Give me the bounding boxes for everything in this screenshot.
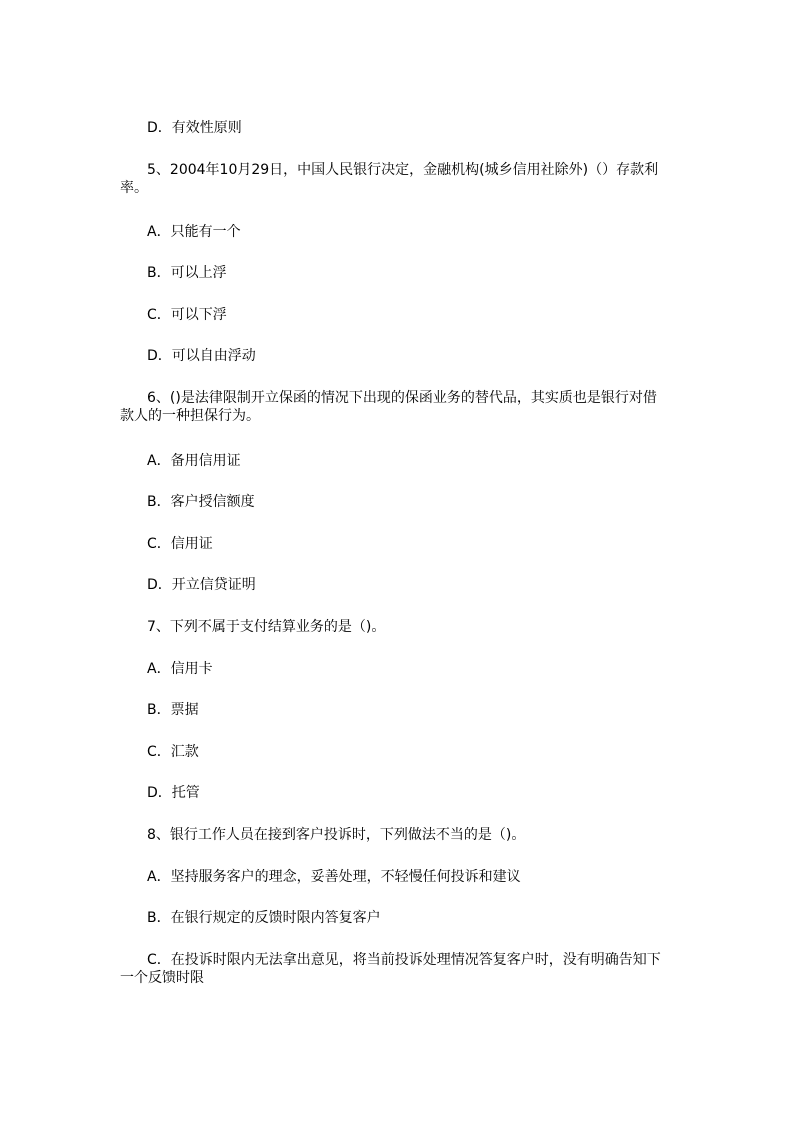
option-8b: B．在银行规定的反馈时限内答复客户 bbox=[147, 910, 381, 926]
question-5: 5、2004年10月29日，中国人民银行决定，金融机构(城乡信用社除外)（）存款利率。 bbox=[120, 162, 659, 196]
option-7a: A．信用卡 bbox=[147, 661, 213, 677]
option-7d: D．托管 bbox=[147, 785, 200, 801]
option-6a: A．备用信用证 bbox=[147, 453, 241, 469]
option-7c: C．汇款 bbox=[147, 744, 199, 760]
option-7b: B．票据 bbox=[147, 702, 199, 718]
option-5a: A．只能有一个 bbox=[147, 224, 241, 240]
option-5b: B．可以上浮 bbox=[147, 265, 227, 281]
question-8: 8、银行工作人员在接到客户投诉时，下列做法不当的是（)。 bbox=[147, 827, 526, 843]
option-8c: C．在投诉时限内无法拿出意见，将当前投诉处理情况答复客户时，没有明确告知下一个反馈时限 bbox=[120, 952, 661, 986]
option-8a: A．坚持服务客户的理念，妥善处理，不轻慢任何投诉和建议 bbox=[147, 869, 521, 885]
option-6b: B．客户授信额度 bbox=[147, 494, 255, 510]
option-6d: D．开立信贷证明 bbox=[147, 577, 256, 593]
option-4d: D．有效性原则 bbox=[147, 120, 242, 136]
question-7: 7、下列不属于支付结算业务的是（)。 bbox=[147, 619, 386, 635]
question-6: 6、()是法律限制开立保函的情况下出现的保函业务的替代品，其实质也是银行对借款人的一种担保行为。 bbox=[120, 390, 657, 424]
option-6c: C．信用证 bbox=[147, 536, 213, 552]
option-5d: D．可以自由浮动 bbox=[147, 348, 256, 364]
option-5c: C．可以下浮 bbox=[147, 307, 227, 323]
